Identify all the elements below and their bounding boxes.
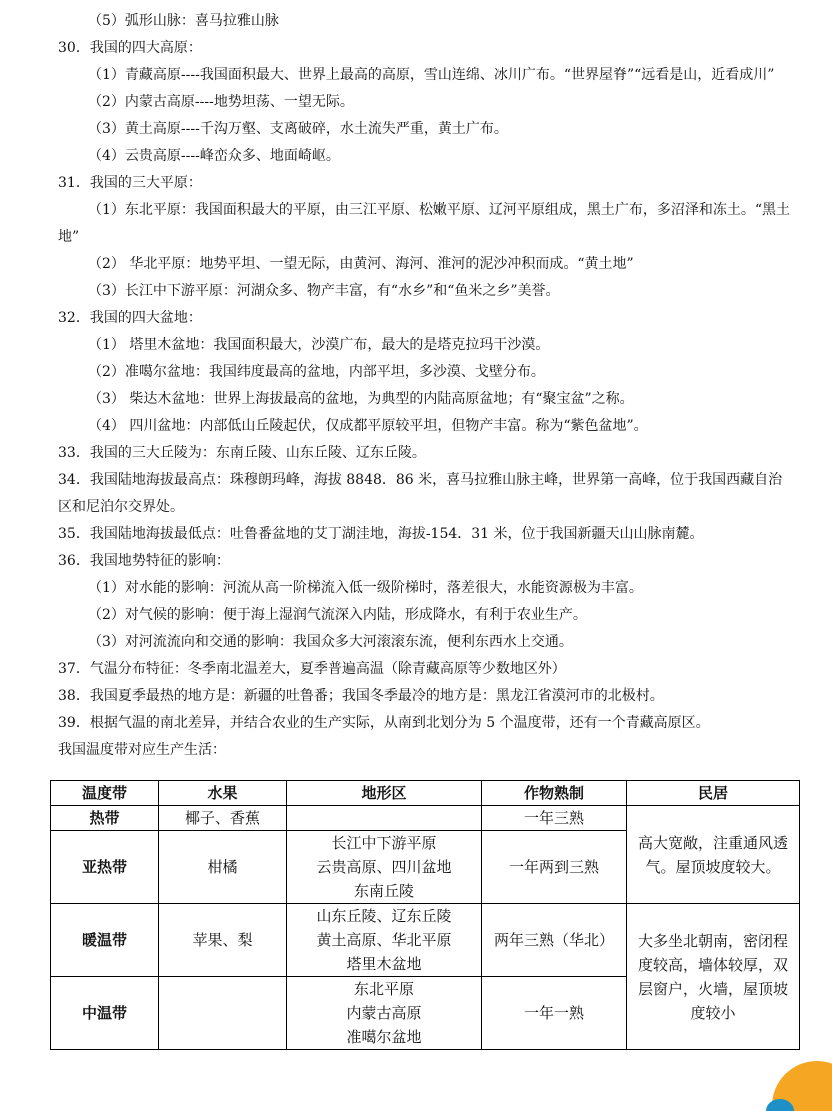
corner-decoration [760,1055,832,1111]
crop-cell: 一年三熟 [482,806,627,831]
fruit-cell [159,977,287,1050]
section-heading: 35．我国陆地海拔最低点：吐鲁番盆地的艾丁湖洼地，海拔-154．31 米，位于我国新疆天山山脉南麓。 [58,526,704,542]
section-heading: 38．我国夏季最热的地方是：新疆的吐鲁番；我国冬季最冷的地方是：黑龙江省漠河市的北极村。 [58,688,664,704]
terrain-line: 东北平原 [353,980,414,998]
terrain-cell [287,806,482,831]
section-heading: 37．气温分布特征：冬季南北温差大，夏季普遍高温（除青藏高原等少数地区外） [58,661,566,677]
terrain-line: 长江中下游平原 [331,834,437,852]
text-line: 我国温度带对应生产生活： [58,742,226,758]
fruit-cell: 椰子、香蕉 [159,806,287,831]
table-header-cell: 水果 [159,781,287,806]
terrain-line: 东南丘陵 [353,882,414,900]
section-heading: 32．我国的四大盆地： [58,310,202,326]
section-heading: 31．我国的三大平原： [58,175,202,191]
text-line: （3）对河流流向和交通的影响：我国众多大河滚滚东流，便利东西水上交通。 [88,634,573,650]
text-line: （3）黄土高原----千沟万壑、支离破碎，水土流失严重，黄土广布。 [88,121,508,137]
terrain-line: 内蒙古高原 [346,1004,422,1022]
table-header-cell: 温度带 [51,781,159,806]
text-line: （3）长江中下游平原：河湖众多、物产丰富，有“水乡”和“鱼米之乡”美誉。 [88,283,560,299]
temperature-zone-table [50,780,800,1050]
section-heading: 36．我国地势特征的影响： [58,553,230,569]
terrain-line: 塔里木盆地 [346,955,422,973]
text-paragraph: （1）东北平原：我国面积最大的平原，由三江平原、松嫩平原、辽河平原组成，黑土广布，多沼泽和冻土。“黑土地” [58,202,791,245]
fruit-cell: 柑橘 [159,831,287,904]
fruit-cell: 苹果、梨 [159,904,287,977]
zone-cell: 亚热带 [51,831,159,904]
crop-cell: 一年两到三熟 [482,831,627,904]
text-line: （2）准噶尔盆地：我国纬度最高的盆地，内部平坦，多沙漠、戈壁分布。 [88,364,545,380]
section-heading: 33．我国的三大丘陵为：东南丘陵、山东丘陵、辽东丘陵。 [58,445,426,461]
zone-cell: 中温带 [51,977,159,1050]
zone-cell: 暖温带 [51,904,159,977]
document-body [58,8,792,764]
text-line: （2）对气候的影响：便于海上湿润气流深入内陆，形成降水，有利于农业生产。 [88,607,587,623]
text-line: （1）对水能的影响：河流从高一阶梯流入低一级阶梯时，落差很大，水能资源极为丰富。 [88,580,643,596]
terrain-line: 云贵高原、四川盆地 [316,858,452,876]
table-row [51,904,800,977]
text-paragraph: 34．我国陆地海拔最高点：珠穆朗玛峰，海拔 8848．86 米，喜马拉雅山脉主峰，世界第一高峰，位于我国西藏自治区和尼泊尔交界处。 [58,472,783,515]
text-line: （3） 柴达木盆地：世界上海拔最高的盆地，为典型的内陆高原盆地；有“聚宝盆”之称。 [88,391,634,407]
terrain-line: 山东丘陵、辽东丘陵 [316,907,452,925]
dwelling-cell: 大多坐北朝南，密闭程度较高，墙体较厚，双层窗户，火墙，屋顶坡度较小 [627,904,800,1050]
crop-cell: 一年一熟 [482,977,627,1050]
table-row [51,806,800,831]
text-line: （2） 华北平原：地势平坦、一望无际，由黄河、海河、淮河的泥沙冲积而成。“黄土地” [88,256,634,272]
text-line: （4）云贵高原----峰峦众多、地面崎岖。 [88,148,340,164]
section-heading: 30．我国的四大高原： [58,40,202,56]
terrain-cell [287,831,482,904]
terrain-cell [287,977,482,1050]
zone-cell: 热带 [51,806,159,831]
text-line: （2）内蒙古高原----地势坦荡、一望无际。 [88,94,354,110]
text-line: （4） 四川盆地：内部低山丘陵起伏，仅成都平原较平坦，但物产丰富。称为“紫色盆地”。 [88,418,648,434]
terrain-cell [287,904,482,977]
table-header-row [51,781,800,806]
table-header-cell: 作物熟制 [482,781,627,806]
terrain-line: 黄土高原、华北平原 [316,931,452,949]
text-line: （5）弧形山脉：喜马拉雅山脉 [88,13,279,29]
dwelling-cell: 高大宽敞，注重通风透气。屋顶坡度较大。 [627,806,800,904]
crop-cell: 两年三熟（华北） [482,904,627,977]
table-header-cell: 民居 [627,781,800,806]
terrain-line: 准噶尔盆地 [346,1028,422,1046]
text-paragraph: （1）青藏高原----我国面积最大、世界上最高的高原，雪山连绵、冰川广布。“世界屋脊”“远看是山，近看成川” [88,67,775,83]
section-heading: 39．根据气温的南北差异，并结合农业的生产实际，从南到北划分为 5 个温度带，还有一个青藏高原区。 [58,715,710,731]
text-line: （1） 塔里木盆地：我国面积最大，沙漠广布，最大的是塔克拉玛干沙漠。 [88,337,550,353]
table-header-cell: 地形区 [287,781,482,806]
